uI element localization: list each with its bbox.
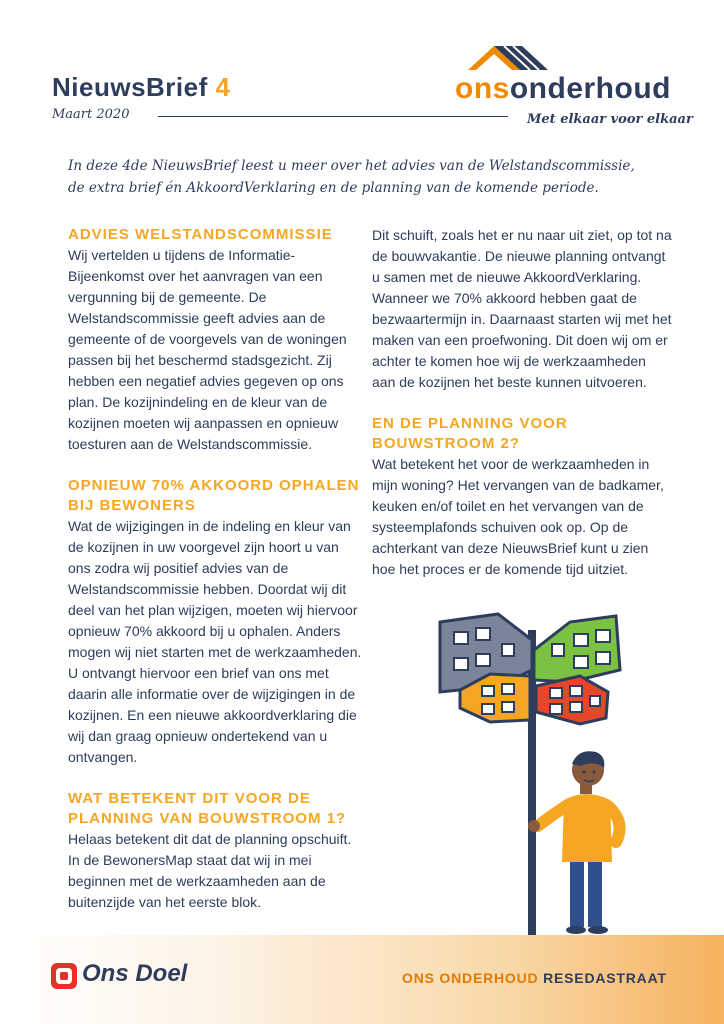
- roof-logo-icon: [460, 40, 550, 76]
- onsonderhoud-logo: [455, 72, 671, 106]
- intro-line-1: In deze 4de NieuwsBrief leest u meer over het advies van de Welstandscommissie,: [68, 158, 635, 174]
- section-body-akkoord: Wat de wijzigingen in de indeling en kleur van de kozijnen in uw voorgevel zijn hoort u van ons zodra wij positief advies van de Welstandscommissie hebben. Doordat wij dit deel van het plan wijzigen, moeten wij hiervoor opnieuw 70% akkoord bij u ophalen. Anders mogen wij niet starten met de werkzaamheden. U ontvangt hiervoor een brief van ons met daarin alle informatie over de wijzigingen in de kozijnen. En een nieuwe akkoordverklaring die wij dan graag opnieuw ondertekend van u ontvangen.: [68, 518, 362, 765]
- logo-part-ons: ons: [455, 72, 510, 105]
- logo-tagline: Met elkaar voor elkaar: [527, 112, 693, 127]
- intro-text: [68, 155, 668, 199]
- footer-project-part-2: RESEDASTRAAT: [543, 970, 667, 986]
- logo-part-onderhoud: onderhoud: [509, 72, 671, 105]
- section-heading-akkoord: OPNIEUW 70% AKKOORD OPHALEN BIJ BEWONERS: [68, 477, 360, 514]
- issue-date: Maart 2020: [52, 107, 130, 122]
- section-heading-bouwstroom-2: EN DE PLANNING VOOR BOUWSTROOM 2?: [372, 415, 568, 452]
- section-body-bouwstroom-1-continued: Dit schuift, zoals het er nu naar uit ziet, op tot na de bouwvakantie. De nieuwe planning ontvangt u samen met de nieuwe AkkoordVerklaring. Wanneer we 70% akkoord hebben gaat de bezwaartermijn in. Daarnaast starten wij met het maken van een proefwoning. Dit doen wij om er achter te komen hoe wij de werkzaamheden aan de kozijnen het beste kunnen uitvoeren.: [372, 227, 672, 390]
- intro-line-2: de extra brief én AkkoordVerklaring en de planning van de komende periode.: [68, 180, 599, 196]
- section-body-bouwstroom-2: Wat betekent het voor de werkzaamheden in mijn woning? Het vervangen van de badkamer, keuken en/of toilet en het vervangen van de systeemplafonds schuiven ook op. Op de achterkant van deze NieuwsBrief kunt u zien hoe het proces er de komende tijd uitziet.: [372, 456, 664, 577]
- header-rule: [158, 116, 508, 117]
- newsletter-title: [52, 72, 230, 103]
- column-right: [372, 225, 672, 601]
- footer-project-part-1: ONS ONDERHOUD: [402, 970, 539, 986]
- newsletter-title-text: NieuwsBrief: [52, 72, 208, 102]
- newsletter-number: 4: [215, 72, 231, 102]
- section-body-advies: Wij vertelden u tijdens de Informatie-Bijeenkomst over het aanvragen van een vergunning bij de gemeente. De Welstandscommissie geeft advies aan de gemeente of de voorgevels van de woningen passen bij het beschermd stadsgezicht. Zij hebben een negatief advies gegeven op ons plan. De kozijnindeling en de kleur van de kozijnen moeten wij aanpassen en opnieuw toesturen aan de Welstandscommissie.: [68, 247, 347, 452]
- section-body-bouwstroom-1: Helaas betekent dit dat de planning opschuift. In de BewonersMap staat dat wij in mei beginnen met de werkzaamheden aan de buitenzijde van het eerste blok.: [68, 831, 352, 910]
- section-heading-bouwstroom-1: WAT BETEKENT DIT VOOR DE PLANNING VAN BOUWSTROOM 1?: [68, 790, 347, 827]
- column-left: [68, 225, 363, 934]
- ons-doel-logo-text: Ons Doel: [82, 960, 188, 987]
- section-heading-advies: ADVIES WELSTANDSCOMMISSIE: [68, 226, 333, 243]
- footer-project-name: [402, 970, 667, 986]
- ons-doel-logo-icon: [50, 962, 78, 990]
- signpost-illustration: [420, 600, 660, 940]
